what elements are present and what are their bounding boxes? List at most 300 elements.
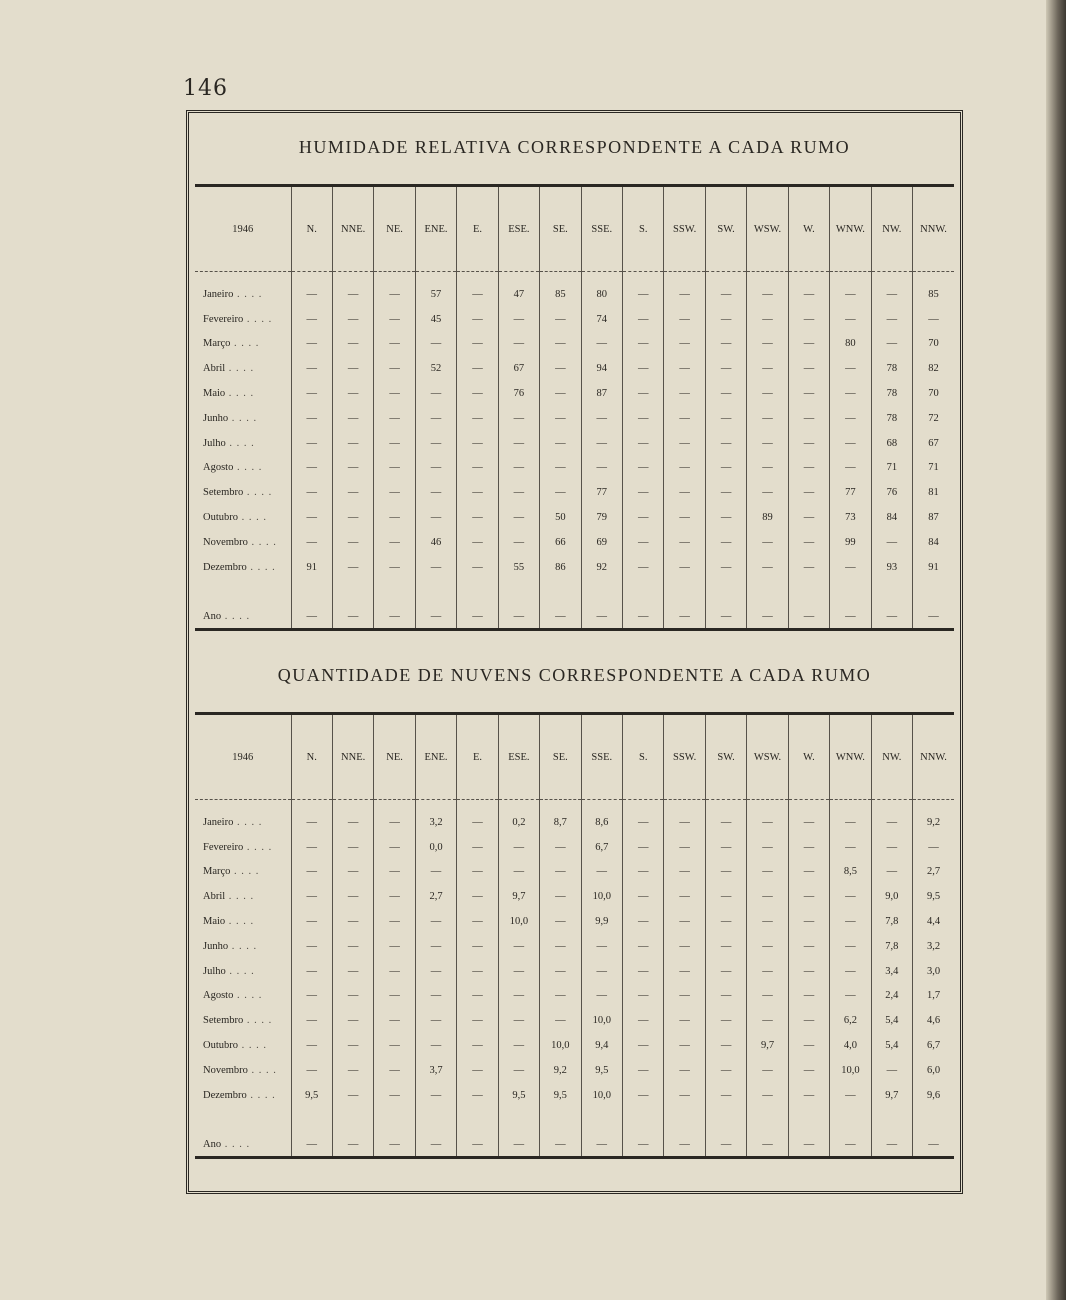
clouds-row-label-text: Abril (203, 891, 226, 903)
humidity-cell: — (830, 381, 871, 406)
clouds-cell: 10,0 (540, 1033, 581, 1058)
humidity-leader-dots: . . . . (247, 536, 277, 548)
humidity-spacer-cell (830, 272, 871, 283)
clouds-cell: — (291, 835, 332, 860)
clouds-month-row (195, 909, 954, 934)
clouds-cell: — (540, 959, 581, 984)
clouds-cell: 0,0 (415, 835, 456, 860)
humidity-row-label (195, 480, 291, 505)
humidity-cell: 71 (913, 456, 954, 481)
humidity-cell: — (623, 282, 664, 307)
humidity-cell: — (415, 381, 456, 406)
clouds-cell: — (498, 984, 539, 1009)
humidity-cell: 76 (871, 480, 912, 505)
clouds-spacer-row (195, 800, 954, 811)
humidity-cell: 80 (581, 282, 622, 307)
humidity-spacer-cell (540, 272, 581, 283)
humidity-cell: — (788, 381, 829, 406)
clouds-cell: — (788, 909, 829, 934)
clouds-cell: 7,8 (871, 909, 912, 934)
clouds-cell: 9,5 (498, 1083, 539, 1108)
humidity-month-row (195, 332, 954, 357)
clouds-cell: 9,9 (581, 909, 622, 934)
clouds-column-header: SE. (540, 715, 581, 800)
humidity-cell: — (374, 307, 415, 332)
humidity-cell: 93 (871, 555, 912, 580)
humidity-cell: — (415, 431, 456, 456)
clouds-spacer-cell (913, 800, 954, 811)
clouds-column-header: NW. (871, 715, 912, 800)
clouds-cell: — (788, 959, 829, 984)
humidity-cell: — (871, 282, 912, 307)
humidity-cell: — (291, 480, 332, 505)
clouds-cell: — (705, 810, 746, 835)
clouds-cell: — (664, 1108, 705, 1156)
clouds-cell: 5,4 (871, 1008, 912, 1033)
clouds-cell: 4,4 (913, 909, 954, 934)
humidity-row-label-text: Fevereiro (203, 313, 244, 325)
humidity-cell: — (747, 307, 788, 332)
clouds-row-label (195, 909, 291, 934)
humidity-cell: — (498, 431, 539, 456)
humidity-cell: — (374, 431, 415, 456)
humidity-cell: — (747, 406, 788, 431)
humidity-cell: — (291, 530, 332, 555)
clouds-spacer-cell (332, 800, 373, 811)
humidity-cell: — (332, 530, 373, 555)
humidity-spacer-cell (291, 272, 332, 283)
humidity-cell: 70 (913, 381, 954, 406)
clouds-title: QUANTIDADE DE NUVENS CORRESPONDENTE A CADA RUMO (277, 665, 872, 685)
humidity-cell: — (415, 480, 456, 505)
clouds-cell: 0,2 (498, 810, 539, 835)
humidity-cell: — (457, 406, 498, 431)
humidity-cell: — (374, 480, 415, 505)
humidity-cell: — (291, 580, 332, 628)
clouds-cell: — (374, 810, 415, 835)
humidity-leader-dots: . . . . (243, 487, 273, 499)
humidity-cell: — (830, 456, 871, 481)
humidity-cell: — (498, 406, 539, 431)
humidity-row-label-text: Agosto (203, 462, 234, 474)
clouds-spacer-cell (830, 800, 871, 811)
humidity-cell: 68 (871, 431, 912, 456)
clouds-cell: 9,7 (498, 884, 539, 909)
clouds-cell: 1,7 (913, 984, 954, 1009)
clouds-leader-dots: . . . . (225, 916, 255, 928)
clouds-cell: — (747, 884, 788, 909)
humidity-spacer-cell (195, 272, 291, 283)
clouds-cell: — (291, 934, 332, 959)
humidity-cell: — (788, 480, 829, 505)
clouds-spacer-cell (195, 800, 291, 811)
clouds-cell: — (623, 1058, 664, 1083)
humidity-leader-dots: . . . . (238, 512, 267, 524)
humidity-cell: — (830, 580, 871, 628)
clouds-cell: — (415, 1083, 456, 1108)
humidity-bottom-rule (195, 628, 954, 631)
clouds-spacer-cell (788, 800, 829, 811)
clouds-cell: — (540, 884, 581, 909)
clouds-cell: — (540, 909, 581, 934)
humidity-cell: — (664, 505, 705, 530)
clouds-cell: — (747, 909, 788, 934)
humidity-cell: — (498, 580, 539, 628)
clouds-row-label-text: Agosto (203, 990, 234, 1002)
clouds-cell: — (830, 934, 871, 959)
clouds-cell: — (830, 835, 871, 860)
clouds-cell: — (540, 860, 581, 885)
clouds-cell: 9,5 (291, 1083, 332, 1108)
clouds-cell: — (788, 1058, 829, 1083)
humidity-cell: 84 (871, 505, 912, 530)
clouds-cell: — (705, 884, 746, 909)
humidity-cell: — (332, 406, 373, 431)
clouds-cell: — (788, 984, 829, 1009)
clouds-spacer-cell (457, 800, 498, 811)
clouds-month-row (195, 1033, 954, 1058)
humidity-cell: — (830, 431, 871, 456)
clouds-year-header: 1946 (195, 715, 291, 800)
page-number: 146 (183, 76, 228, 101)
humidity-cell: 46 (415, 530, 456, 555)
humidity-cell: — (913, 307, 954, 332)
clouds-cell: — (291, 1008, 332, 1033)
humidity-spacer-cell (664, 272, 705, 283)
clouds-cell: — (581, 959, 622, 984)
clouds-cell: — (871, 860, 912, 885)
clouds-cell: — (332, 984, 373, 1009)
humidity-leader-dots: . . . . (230, 338, 260, 350)
clouds-table (195, 715, 954, 1156)
clouds-cell: — (705, 984, 746, 1009)
humidity-cell: — (664, 307, 705, 332)
page-edge (1046, 0, 1066, 1300)
humidity-row-label (195, 580, 291, 628)
clouds-cell: — (664, 1033, 705, 1058)
humidity-cell: — (747, 332, 788, 357)
clouds-cell: — (830, 1083, 871, 1108)
clouds-bottom-rule (195, 1156, 954, 1159)
humidity-cell: — (623, 580, 664, 628)
clouds-cell: — (374, 934, 415, 959)
humidity-cell: 89 (747, 505, 788, 530)
clouds-row-label-text: Novembro (203, 1064, 248, 1076)
humidity-cell: — (664, 555, 705, 580)
humidity-cell: — (581, 431, 622, 456)
clouds-month-row (195, 1083, 954, 1108)
clouds-cell: — (623, 1108, 664, 1156)
clouds-cell: 10,0 (581, 1008, 622, 1033)
clouds-row-label (195, 1108, 291, 1156)
clouds-cell: — (830, 884, 871, 909)
humidity-column-header: WSW. (747, 187, 788, 272)
clouds-cell: — (664, 984, 705, 1009)
clouds-cell: — (374, 984, 415, 1009)
clouds-row-label-text: Julho (203, 965, 226, 977)
humidity-cell: 67 (913, 431, 954, 456)
humidity-leader-dots: . . . . (225, 388, 255, 400)
humidity-cell: — (788, 530, 829, 555)
humidity-cell: — (374, 282, 415, 307)
humidity-cell: — (457, 307, 498, 332)
humidity-cell: — (623, 356, 664, 381)
clouds-spacer-cell (871, 800, 912, 811)
humidity-cell: — (747, 356, 788, 381)
clouds-cell: — (830, 909, 871, 934)
humidity-cell: — (747, 555, 788, 580)
clouds-cell: — (747, 835, 788, 860)
clouds-cell: — (457, 1108, 498, 1156)
humidity-cell: 69 (581, 530, 622, 555)
humidity-cell: — (705, 555, 746, 580)
humidity-column-header: SE. (540, 187, 581, 272)
humidity-cell: 82 (913, 356, 954, 381)
humidity-spacer-cell (498, 272, 539, 283)
clouds-cell: — (415, 1108, 456, 1156)
humidity-cell: — (747, 530, 788, 555)
humidity-row-label-text: Março (203, 338, 231, 350)
clouds-cell: — (415, 860, 456, 885)
humidity-column-header: NNE. (332, 187, 373, 272)
humidity-cell: — (913, 580, 954, 628)
clouds-cell: 9,7 (747, 1033, 788, 1058)
clouds-cell: — (291, 984, 332, 1009)
humidity-row-label-text: Julho (203, 437, 226, 449)
humidity-cell: — (540, 406, 581, 431)
clouds-cell: — (788, 860, 829, 885)
humidity-cell: 77 (830, 480, 871, 505)
humidity-cell: — (457, 381, 498, 406)
humidity-cell: — (332, 332, 373, 357)
clouds-month-row (195, 959, 954, 984)
humidity-row-label (195, 307, 291, 332)
humidity-cell: — (705, 530, 746, 555)
clouds-row-label (195, 1008, 291, 1033)
humidity-spacer-cell (415, 272, 456, 283)
humidity-cell: — (623, 480, 664, 505)
clouds-column-header: E. (457, 715, 498, 800)
humidity-cell: — (664, 282, 705, 307)
humidity-row-label (195, 505, 291, 530)
humidity-cell: — (540, 431, 581, 456)
clouds-cell: — (332, 1108, 373, 1156)
clouds-row-label (195, 1058, 291, 1083)
clouds-cell: — (498, 1108, 539, 1156)
clouds-cell: — (871, 810, 912, 835)
humidity-row-label (195, 356, 291, 381)
clouds-cell: — (457, 959, 498, 984)
humidity-cell: 94 (581, 356, 622, 381)
clouds-row-label-text: Ano (203, 1138, 222, 1150)
clouds-cell: — (788, 1108, 829, 1156)
humidity-cell: 52 (415, 356, 456, 381)
humidity-column-header: ENE. (415, 187, 456, 272)
clouds-cell: — (540, 1008, 581, 1033)
humidity-cell: — (332, 356, 373, 381)
humidity-cell: 87 (581, 381, 622, 406)
humidity-cell: 47 (498, 282, 539, 307)
humidity-cell: — (623, 555, 664, 580)
humidity-cell: — (788, 307, 829, 332)
clouds-leader-dots: . . . . (225, 965, 255, 977)
humidity-row-label-text: Junho (203, 412, 229, 424)
humidity-row-label-text: Setembro (203, 487, 244, 499)
humidity-spacer-cell (913, 272, 954, 283)
clouds-cell: 7,8 (871, 934, 912, 959)
humidity-cell: — (498, 530, 539, 555)
clouds-cell: 10,0 (581, 1083, 622, 1108)
clouds-cell: 8,7 (540, 810, 581, 835)
clouds-cell: — (457, 909, 498, 934)
humidity-cell: — (457, 282, 498, 307)
clouds-cell: — (374, 1008, 415, 1033)
humidity-cell: — (664, 356, 705, 381)
humidity-month-row (195, 381, 954, 406)
clouds-cell: — (788, 1083, 829, 1108)
clouds-cell: 8,6 (581, 810, 622, 835)
clouds-cell: — (540, 934, 581, 959)
clouds-leader-dots: . . . . (221, 1138, 251, 1150)
clouds-row-label-text: Outubro (203, 1040, 238, 1052)
clouds-cell: — (705, 909, 746, 934)
clouds-annual-row (195, 1108, 954, 1156)
clouds-cell: 6,7 (581, 835, 622, 860)
clouds-cell: 9,6 (913, 1083, 954, 1108)
clouds-cell: — (374, 959, 415, 984)
clouds-cell: — (457, 1008, 498, 1033)
humidity-cell: — (291, 332, 332, 357)
humidity-cell: — (705, 406, 746, 431)
humidity-cell: 79 (581, 505, 622, 530)
clouds-cell: 10,0 (498, 909, 539, 934)
clouds-row-label-text: Janeiro (203, 816, 234, 828)
clouds-cell: — (581, 934, 622, 959)
humidity-cell: — (830, 356, 871, 381)
humidity-cell: 91 (913, 555, 954, 580)
clouds-cell: 10,0 (830, 1058, 871, 1083)
clouds-cell: 5,4 (871, 1033, 912, 1058)
humidity-row-label-text: Maio (203, 388, 226, 400)
humidity-cell: — (830, 282, 871, 307)
clouds-cell: — (623, 984, 664, 1009)
humidity-cell: — (332, 431, 373, 456)
humidity-cell: — (664, 332, 705, 357)
clouds-row-label (195, 1033, 291, 1058)
humidity-year-header: 1946 (195, 187, 291, 272)
humidity-cell: — (664, 530, 705, 555)
humidity-leader-dots: . . . . (246, 561, 276, 573)
clouds-cell: — (291, 959, 332, 984)
humidity-cell: 71 (871, 456, 912, 481)
humidity-cell: — (747, 480, 788, 505)
humidity-month-row (195, 307, 954, 332)
clouds-cell: — (747, 934, 788, 959)
clouds-cell: 3,7 (415, 1058, 456, 1083)
clouds-cell: — (540, 1108, 581, 1156)
clouds-cell: — (457, 934, 498, 959)
humidity-cell: — (374, 356, 415, 381)
clouds-leader-dots: . . . . (233, 990, 263, 1002)
humidity-cell: — (788, 555, 829, 580)
clouds-cell: — (788, 934, 829, 959)
humidity-cell: — (374, 332, 415, 357)
humidity-column-header: S. (623, 187, 664, 272)
humidity-cell: — (291, 356, 332, 381)
clouds-cell: — (332, 860, 373, 885)
humidity-cell: — (540, 580, 581, 628)
clouds-cell: 2,4 (871, 984, 912, 1009)
humidity-cell: — (540, 307, 581, 332)
humidity-cell: — (623, 381, 664, 406)
humidity-cell: — (623, 456, 664, 481)
clouds-cell: — (705, 959, 746, 984)
humidity-cell: — (457, 555, 498, 580)
clouds-month-row (195, 1058, 954, 1083)
humidity-spacer-cell (623, 272, 664, 283)
clouds-cell: — (788, 884, 829, 909)
humidity-column-header: SSE. (581, 187, 622, 272)
clouds-column-header: ENE. (415, 715, 456, 800)
humidity-cell: — (788, 332, 829, 357)
clouds-column-header: S. (623, 715, 664, 800)
humidity-row-label-text: Abril (203, 363, 226, 375)
humidity-cell: — (830, 307, 871, 332)
humidity-leader-dots: . . . . (221, 610, 251, 622)
clouds-spacer-cell (540, 800, 581, 811)
humidity-cell: — (498, 480, 539, 505)
humidity-cell: — (705, 580, 746, 628)
clouds-cell: — (498, 860, 539, 885)
clouds-spacer-cell (291, 800, 332, 811)
humidity-cell: 80 (830, 332, 871, 357)
clouds-spacer-cell (664, 800, 705, 811)
clouds-cell: 3,0 (913, 959, 954, 984)
humidity-month-row (195, 282, 954, 307)
clouds-cell: 9,5 (540, 1083, 581, 1108)
humidity-cell: — (332, 555, 373, 580)
clouds-cell: — (498, 934, 539, 959)
clouds-cell: — (747, 1058, 788, 1083)
humidity-cell: — (374, 406, 415, 431)
humidity-cell: 87 (913, 505, 954, 530)
humidity-cell: 78 (871, 381, 912, 406)
clouds-cell: — (664, 1058, 705, 1083)
clouds-spacer-cell (623, 800, 664, 811)
clouds-cell: — (415, 934, 456, 959)
clouds-cell: — (581, 984, 622, 1009)
humidity-cell: — (788, 456, 829, 481)
humidity-cell: — (747, 580, 788, 628)
clouds-month-row (195, 934, 954, 959)
humidity-cell: — (623, 307, 664, 332)
clouds-cell: — (457, 1058, 498, 1083)
humidity-cell: — (415, 555, 456, 580)
humidity-cell: — (705, 332, 746, 357)
clouds-spacer-cell (498, 800, 539, 811)
humidity-cell: 70 (913, 332, 954, 357)
clouds-column-header: WNW. (830, 715, 871, 800)
clouds-cell: — (415, 1008, 456, 1033)
clouds-cell: — (498, 835, 539, 860)
humidity-cell: — (415, 406, 456, 431)
clouds-cell: — (498, 1008, 539, 1033)
clouds-spacer-cell (374, 800, 415, 811)
humidity-cell: — (540, 456, 581, 481)
clouds-column-header: NNE. (332, 715, 373, 800)
clouds-cell: — (623, 835, 664, 860)
humidity-title: HUMIDADE RELATIVA CORRESPONDENTE A CADA RUMO (298, 137, 851, 157)
